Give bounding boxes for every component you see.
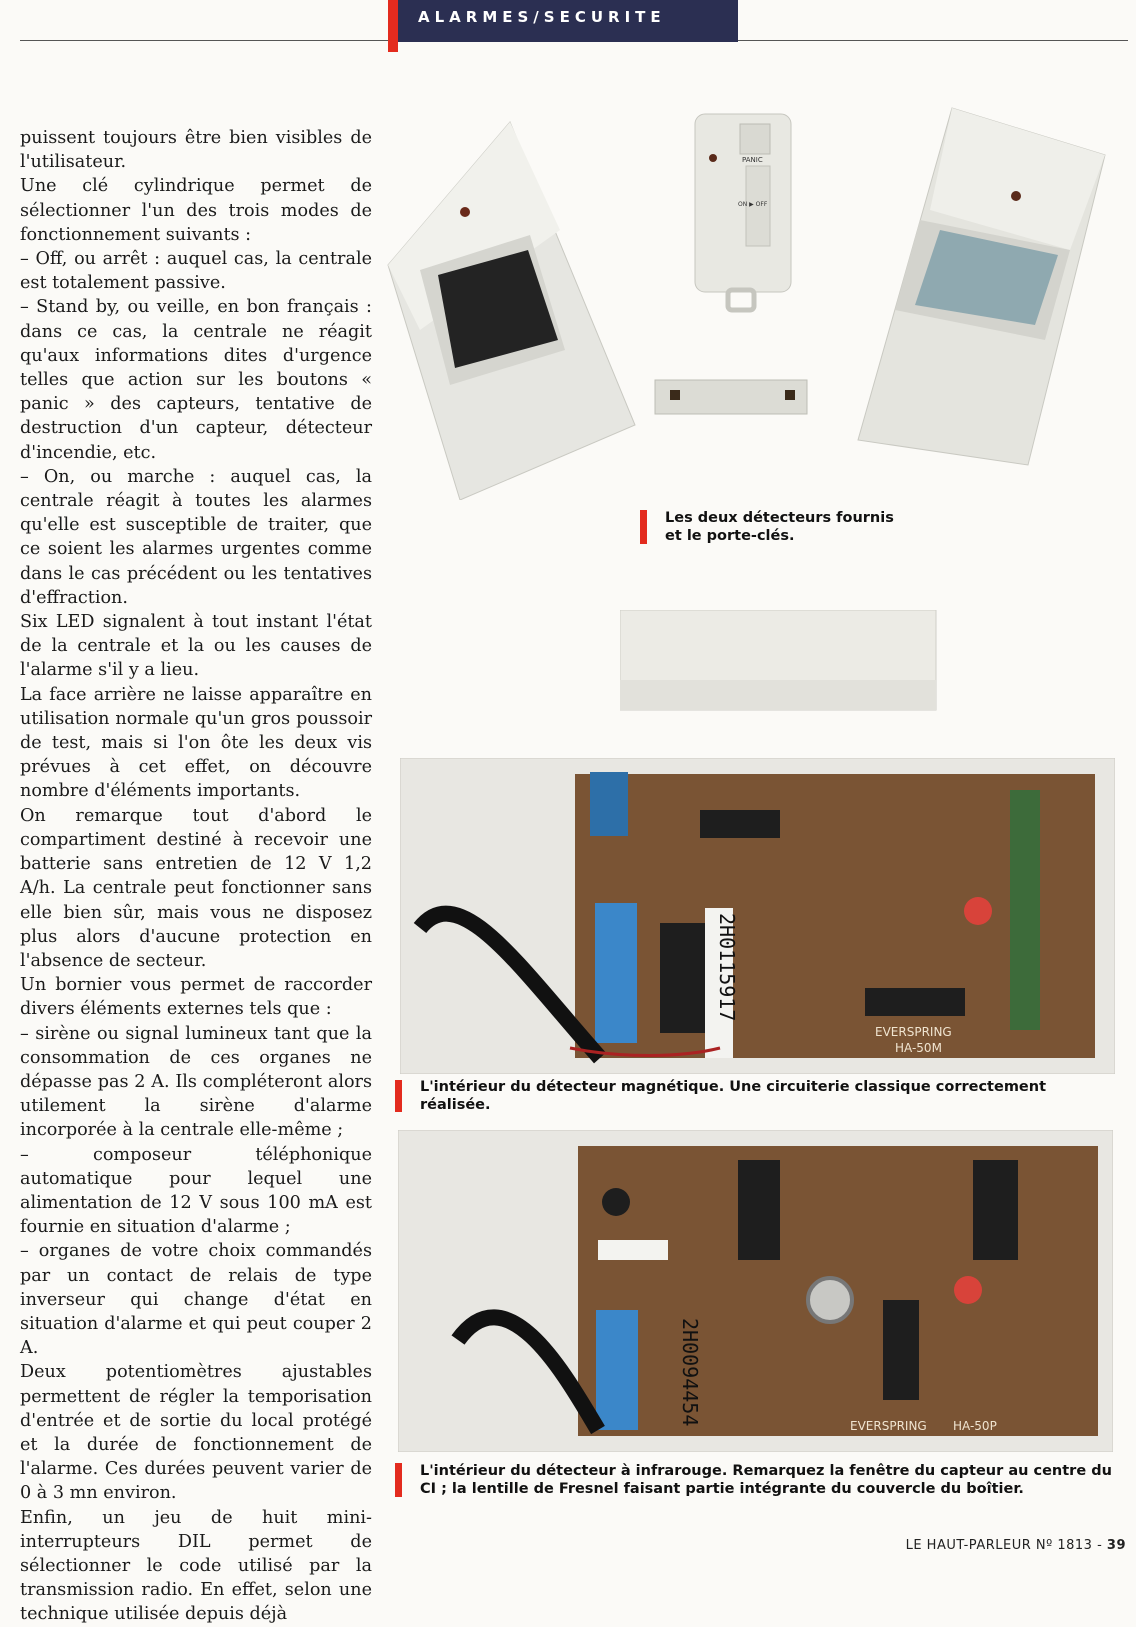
board1-serial: 2H0115917 — [715, 913, 739, 1022]
caption-magnetic: L'intérieur du détecteur magnétique. Une circuiterie classique correctement réalisée. — [420, 1079, 1047, 1113]
magnetic-detector-photo — [400, 758, 1115, 1074]
paragraph: – composeur téléphonique automatique pour lequel une alimentation de 12 V sous 100 mA est fournie en situation d'alarme ; — [20, 1144, 372, 1238]
paragraph: Deux potentiomètres ajustables permettent de régler la temporisation d'entrée et de sortie du local protégé et la durée de fonctionnement de l'alarme. Ces durées peuvent varier de 0 à 3 mn environ. — [20, 1362, 372, 1504]
page-footer — [906, 1538, 1126, 1553]
paragraph: Enfin, un jeu de huit mini-interrupteurs DIL permet de sélectionner le code utilisé par la transmission radio. En effet, selon une technique utilisée depuis déjà — [20, 1507, 372, 1625]
caption-marker — [395, 1080, 402, 1112]
paragraph: Six LED signalent à tout instant l'état de la centrale et la ou les causes de l'alarme s'il y a lieu. — [20, 612, 372, 681]
paragraph: Un bornier vous permet de raccorder divers éléments externes tels que : — [20, 975, 372, 1020]
caption-marker — [640, 510, 647, 544]
board2-brand: EVERSPRING — [850, 1419, 927, 1433]
header-rule-right — [738, 40, 1128, 41]
board2-model: HA-50P — [953, 1419, 997, 1433]
caption-detectors: Les deux détecteurs fournis et le porte-clés. — [665, 510, 894, 544]
caption-infrared: L'intérieur du détecteur à infrarouge. Remarquez la fenêtre du capteur au centre du CI ; la lentille de Fresnel faisant partie intégrante du couvercle du boîtier. — [420, 1463, 1112, 1497]
paragraph: – organes de votre choix commandés par un contact de relais de type inverseur qui change d'état en situation d'alarme et qui peut couper 2 A. — [20, 1241, 372, 1359]
remote-panic-label: PANIC — [742, 156, 763, 164]
infrared-detector-photo — [398, 1130, 1113, 1452]
board1-model: HA-50M — [895, 1041, 942, 1055]
caption-marker — [395, 1463, 402, 1497]
paragraph: La face arrière ne laisse apparaître en utilisation normale qu'un gros poussoir de test, mais si l'on ôte les deux vis prévues à cet effet, on découvre nombre d'éléments importants. — [20, 684, 372, 802]
article-text-column — [20, 126, 372, 1627]
detectors-photo — [380, 100, 1125, 500]
paragraph: On remarque tout d'abord le compartiment destiné à recevoir une batterie sans entretien de 12 V 1,2 A/h. La centrale peut fonctionner sans elle bien sûr, mais vous ne disposez plus alors d'aucune protection en l'absence de secteur. — [20, 805, 372, 971]
board2-serial: 2H0094454 — [678, 1318, 702, 1427]
header-accent-bar — [388, 0, 398, 52]
paragraph: – sirène ou signal lumineux tant que la consommation de ces organes ne dépasse pas 2 A. Ils compléteront alors utilement la sirène d'alarme incorporée à la centrale elle-même ; — [20, 1023, 372, 1141]
header-rule-left — [20, 40, 388, 41]
paragraph: – Off, ou arrêt : auquel cas, la centrale est totalement passive. — [20, 249, 372, 294]
remote-onoff-label: ON ▶ OFF — [738, 201, 768, 208]
paragraph: puissent toujours être bien visibles de l'utilisateur. — [20, 128, 372, 173]
magazine-name: LE HAUT-PARLEUR Nº 1813 - — [905, 1538, 1107, 1553]
section-header: ALARMES/SECURITE — [388, 0, 738, 42]
cover-piece-photo — [620, 610, 940, 715]
page-number: 39 — [1106, 1538, 1126, 1553]
paragraph: – On, ou marche : auquel cas, la centrale réagit à toutes les alarmes qu'elle est susceptible de traiter, que ce soient les alarmes urgentes comme dans le cas précédent ou les tentatives d'effraction. — [20, 466, 372, 608]
board1-brand: EVERSPRING — [875, 1025, 952, 1039]
paragraph: – Stand by, ou veille, en bon français : dans ce cas, la centrale ne réagit qu'aux informations dites d'urgence telles que action sur les boutons « panic » des capteurs, tentative de destruction d'un capteur, détecteur d'incendie, etc. — [20, 297, 372, 463]
paragraph: Une clé cylindrique permet de sélectionner l'un des trois modes de fonctionnement suivants : — [20, 176, 372, 245]
